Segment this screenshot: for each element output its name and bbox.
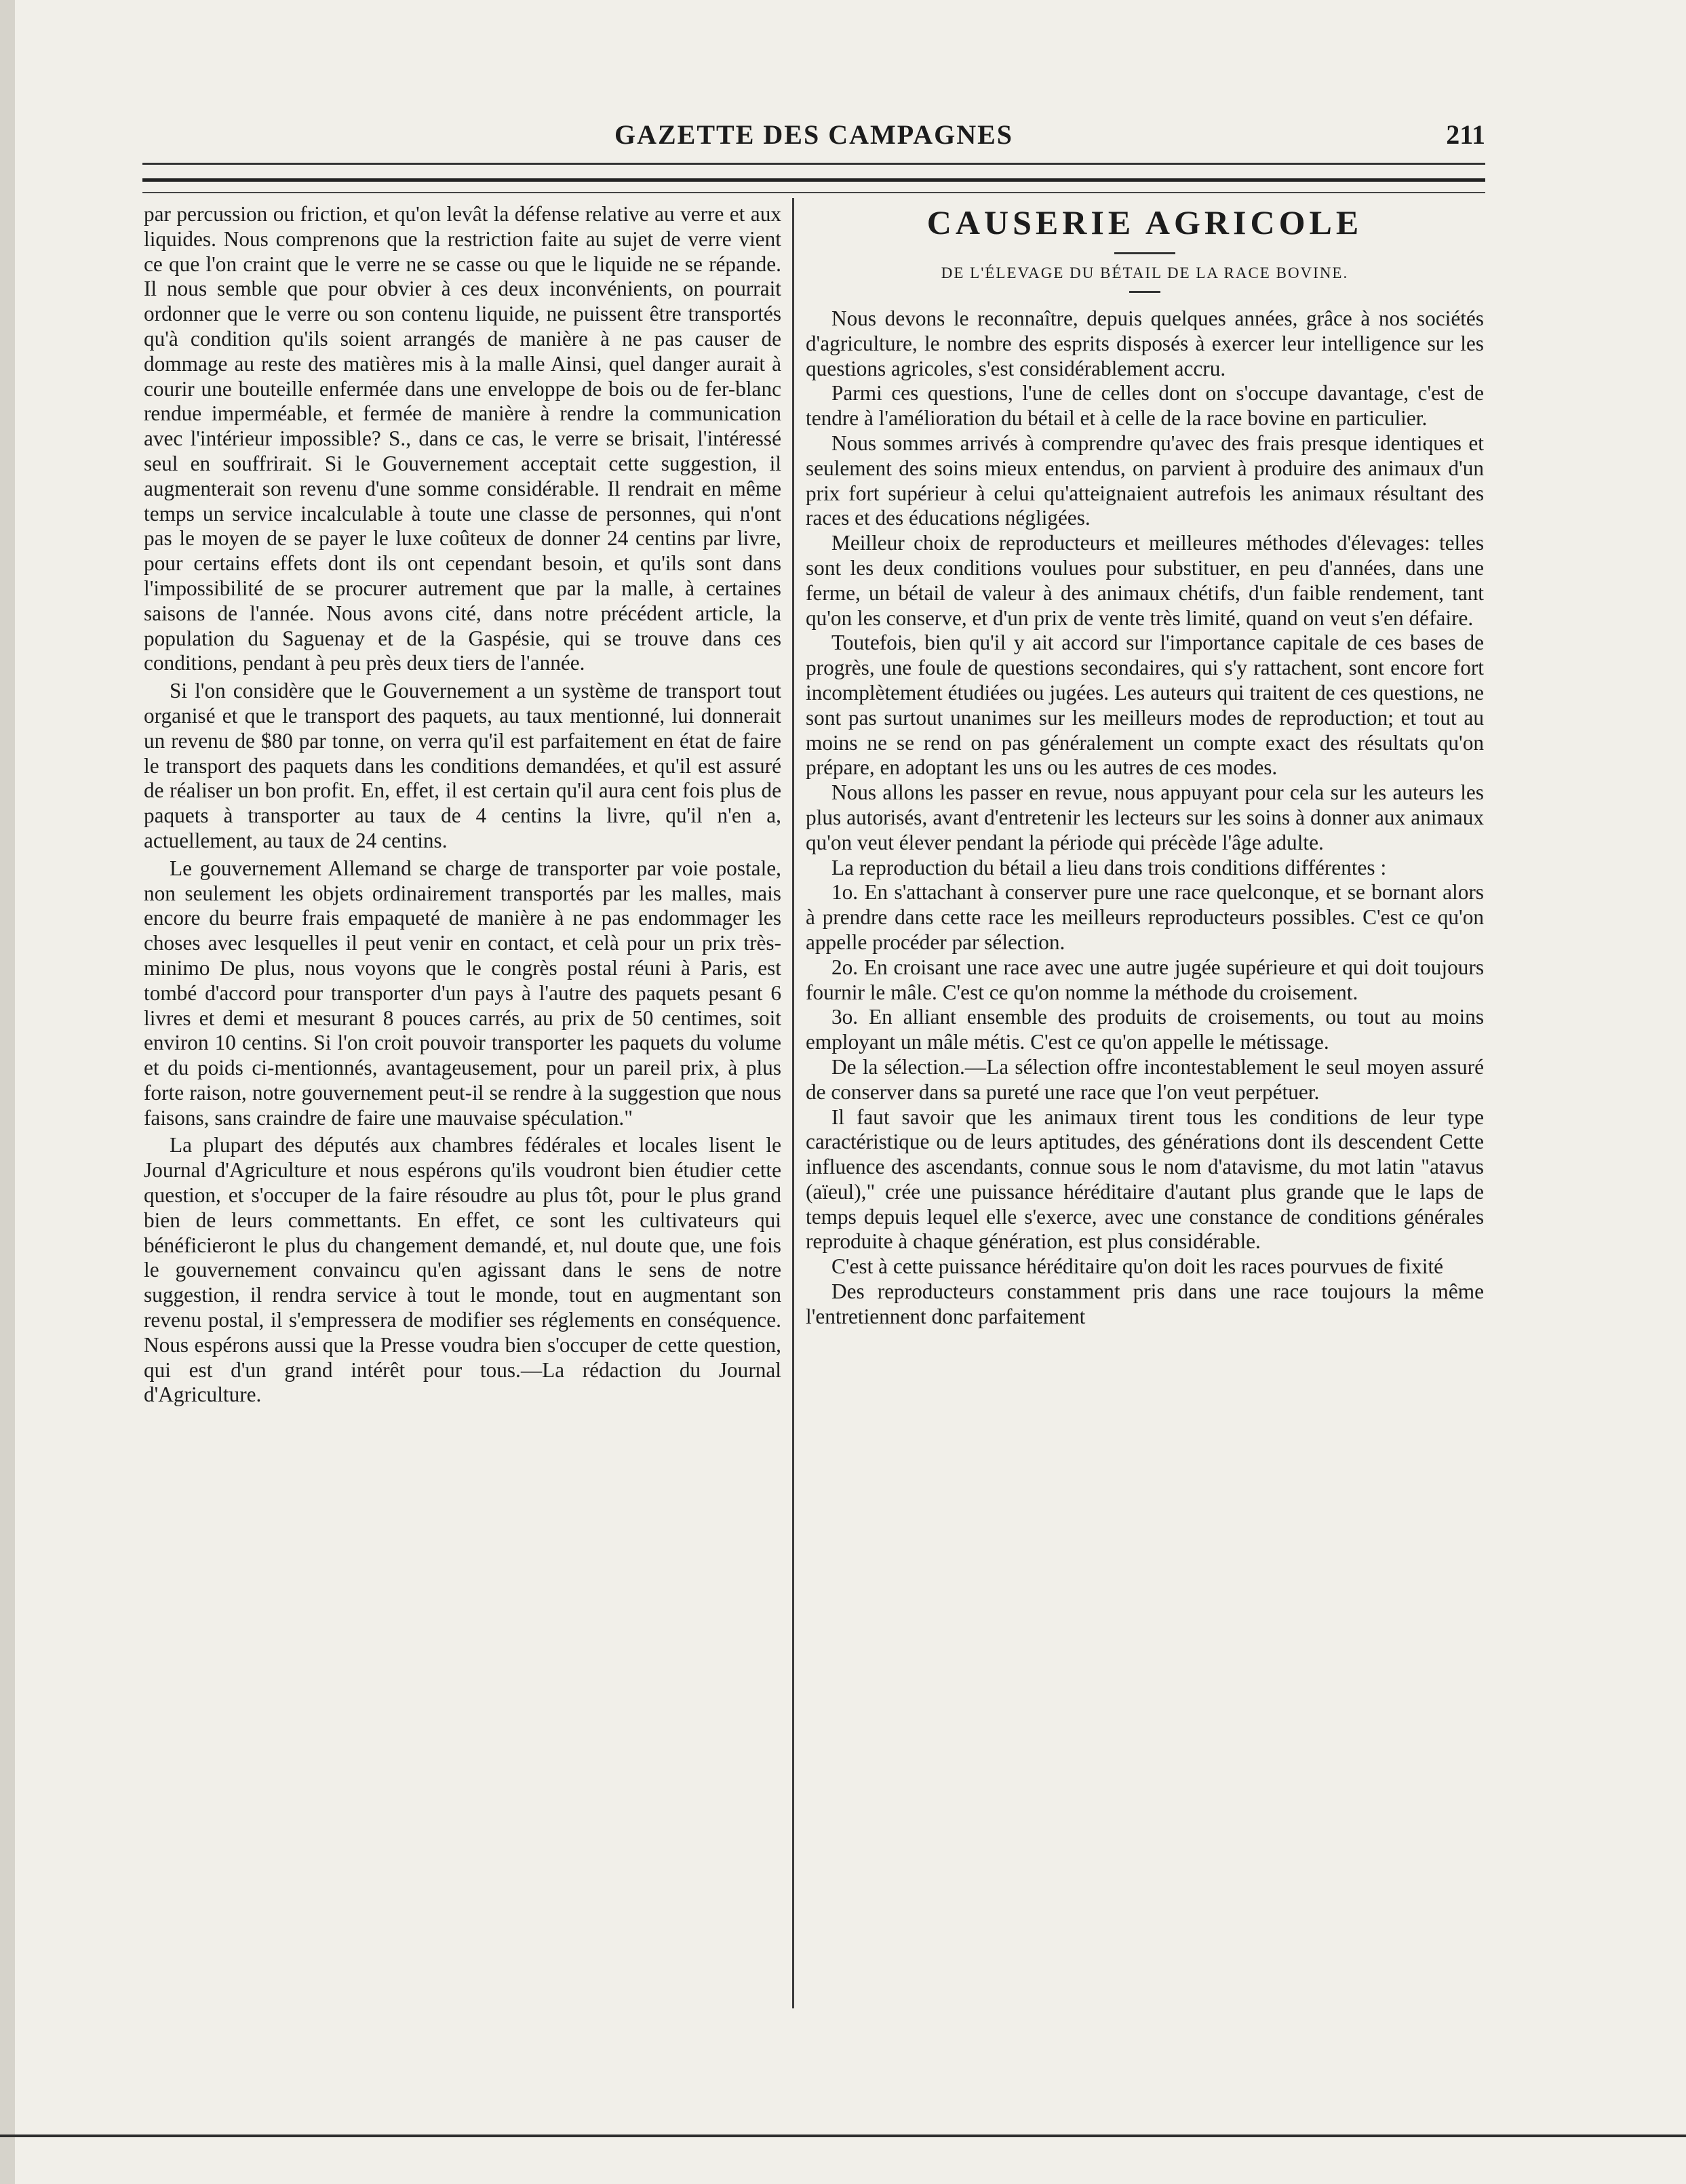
paragraph: De la sélection.—La sélection offre incontestablement le seul moyen assuré de conserver dans sa pureté une race que l'on veut perpétuer. xyxy=(806,1054,1484,1104)
column-divider xyxy=(792,198,794,2008)
paragraph: Nous allons les passer en revue, nous appuyant pour cela sur les auteurs les plus autorisés, avant d'entretenir les lecteurs sur les soins à donner aux animaux qu'on veut élever pendant la période qui précède l'âge adulte. xyxy=(806,780,1484,854)
paragraph: Nous sommes arrivés à comprendre qu'avec des frais presque identiques et seulement des soins mieux entendus, on parvient à produire des animaux d'un prix fort supérieur à celui qu'atteignaient autrefois les animaux résultant des races et des éducations négligées. xyxy=(806,431,1484,530)
paragraph: Il faut savoir que les animaux tirent tous les conditions de leur type caractéristique ou de leurs aptitudes, des générations dont ils descendent Cette influence des ascendants, connue sous le nom d'atavisme, du mot latin "atavus (aïeul)," crée une puissance héréditaire d'autant plus grande que le laps de temps depuis lequel elle s'exerce, avec une constance de conditions générales reproduite à chaque génération, est plus considérable. xyxy=(806,1105,1484,1254)
paragraph: Le gouvernement Allemand se charge de transporter par voie postale, non seulement les objets ordinairement transportés par les malles, mais encore du beurre frais empaqueté de manière à ne pas endommager les choses avec lesquelles il peut venir en contact, et celà pour un prix très-minimo De plus, nous voyons que le congrès postal réuni à Paris, est tombé d'accord pour transporter d'un pays à l'autre des paquets pesant 6 livres et demi et mesurant 8 pouces carrés, au prix de 50 centimes, soit environ 10 centins. Si l'on croit pouvoir transporter les paquets du volume et du poids ci-mentionnés, avantageusement, pour un pareil prix, à plus forte raison, notre gouvernement peut-il se rendre à la suggestion que nous faisons, sans craindre de faire une mauvaise spéculation." xyxy=(144,856,781,1130)
title-rule xyxy=(1114,252,1175,254)
paragraph: Nous devons le reconnaître, depuis quelques années, grâce à nos sociétés d'agriculture, le nombre des esprits disposés à exercer leur intelligence sur les questions agricoles, s'est considérablement accru. xyxy=(806,306,1484,380)
paragraph: Des reproducteurs constamment pris dans une race toujours la même l'entretiennent donc parfaitement xyxy=(806,1279,1484,1328)
paragraph: Parmi ces questions, l'une de celles dont on s'occupe davantage, c'est de tendre à l'amélioration du bétail et à celle de la race bovine en particulier. xyxy=(806,381,1484,431)
bottom-rule xyxy=(0,2135,1686,2137)
paragraph: C'est à cette puissance héréditaire qu'on doit les races pourvues de fixité xyxy=(831,1254,1444,1279)
paragraph: La reproduction du bétail a lieu dans trois conditions différentes : xyxy=(831,855,1387,879)
header-rule-thin xyxy=(142,192,1485,193)
page-number: 211 xyxy=(1446,119,1485,150)
section-subtitle: DE L'ÉLEVAGE DU BÉTAIL DE LA RACE BOVINE. xyxy=(941,264,1349,281)
paragraph: 2o. En croisant une race avec une autre jugée supérieure et qui doit toujours fournir le mâle. C'est ce qu'on nomme la méthode du croisement. xyxy=(806,955,1484,1004)
paragraph: 3o. En alliant ensemble des produits de croisements, ou tout au moins employant un mâle métis. C'est ce qu'on appelle le métissage. xyxy=(806,1005,1484,1054)
section-title: CAUSERIE AGRICOLE xyxy=(926,203,1363,241)
right-column xyxy=(806,202,1484,1999)
subtitle-rule xyxy=(1129,291,1160,293)
paragraph: La plupart des députés aux chambres fédérales et locales lisent le Journal d'Agriculture et nous espérons qu'ils voudront bien étudier cette question, et s'occuper de la faire résoudre au plus tôt, pour le plus grand bien de leurs commettants. En effet, ce sont les cultivateurs qui bénéficieront le plus du changement demandé, et, nul doute que, une fois le gouvernement convaincu qu'en agissant dans le sens de notre suggestion, il rendra service à tout le monde, tout en augmentant son revenu postal, il s'empressera de modifier ses réglements en conséquence. Nous espérons aussi que la Presse voudra bien s'occuper de cette question, qui est d'un grand intérêt pour tous.—La rédaction du Journal d'Agriculture. xyxy=(144,1133,781,1407)
paragraph: Si l'on considère que le Gouvernement a un système de transport tout organisé et que le transport des paquets, au taux mentionné, lui donnerait un revenu de $80 par tonne, on verra qu'il est parfaitement en état de faire le transport des paquets dans les conditions demandées, et qu'il est assuré de réaliser un bon profit. En, effet, il est certain qu'il aura cent fois plus de paquets à transporter au taux de 4 centins la livre, qu'il n'en a, actuellement, au taux de 24 centins. xyxy=(144,679,781,852)
journal-title: GAZETTE DES CAMPAGNES xyxy=(614,119,1013,150)
paragraph: par percussion ou friction, et qu'on levât la défense relative au verre et aux liquides. Nous comprenons que la restriction faite au sujet de verre vient ce que l'on craint que le verre ne se casse ou que le liquide ne se répande. Il nous semble que pour obvier à ces deux inconvénients, on pourrait ordonner que le verre ou son contenu liquide, ne puissent être transportés qu'à condition qu'ils soient arrangés de manière à ne pas causer de dommage au reste des matières mis à la malle Ainsi, quel danger aurait à courir une bouteille enfermée dans une enveloppe de bois ou de fer-blanc rendue imperméable, et fermée de manière à rendre la communication avec l'intérieur impossible? S., dans ce cas, le verre se brisait, l'intéressé seul en souffrirait. Si le Gouvernement acceptait cette suggestion, il augmenterait son revenu d'une somme considérable. Il rendrait en même temps un service incalculable à toute une classe de personnes, qui n'ont pas le moyen de se payer le luxe coûteux de donner 24 centins par livre, pour certains effets dont ils ont cependant besoin, et qu'ils sont dans l'impossibilité de se procurer autrement que par la malle, à certaines saisons de l'année. Nous avons cité, dans notre précédent article, la population du Saguenay et de la Gaspésie, qui se trouve dans ces conditions, pendant à peu près deux tiers de l'année. xyxy=(144,202,781,675)
left-column xyxy=(144,202,781,1999)
paragraph: Meilleur choix de reproducteurs et meilleures méthodes d'élevages: telles sont les deux conditions voulues pour substituer, en peu d'années, dans une ferme, un bétail de valeur à des animaux chétifs, d'un faible rendement, tant qu'on les conserve, et d'un prix de vente très limité, quand on veut s'en défaire. xyxy=(806,531,1484,630)
paragraph: 1o. En s'attachant à conserver pure une race quelconque, et se bornant alors à prendre dans cette race les meilleurs reproducteurs possibles. C'est ce qu'on appelle procéder par sélection. xyxy=(806,880,1484,954)
page-edge-shadow xyxy=(0,0,15,2184)
header-rule xyxy=(142,163,1485,165)
page-header xyxy=(142,112,1485,159)
paragraph: Toutefois, bien qu'il y ait accord sur l'importance capitale de ces bases de progrès, une foule de questions secondaires, qui s'y rattachent, sont encore fort incomplètement étudiées ou jugées. Les auteurs qui traitent de ces questions, ne sont pas surtout unanimes sur les meilleurs modes de reproduction; et tout au moins ne se rend on pas généralement un compte exact des résultats qu'on prépare, en adoptant les uns ou les autres de ces modes. xyxy=(806,631,1484,780)
header-rule-thick xyxy=(142,178,1485,182)
